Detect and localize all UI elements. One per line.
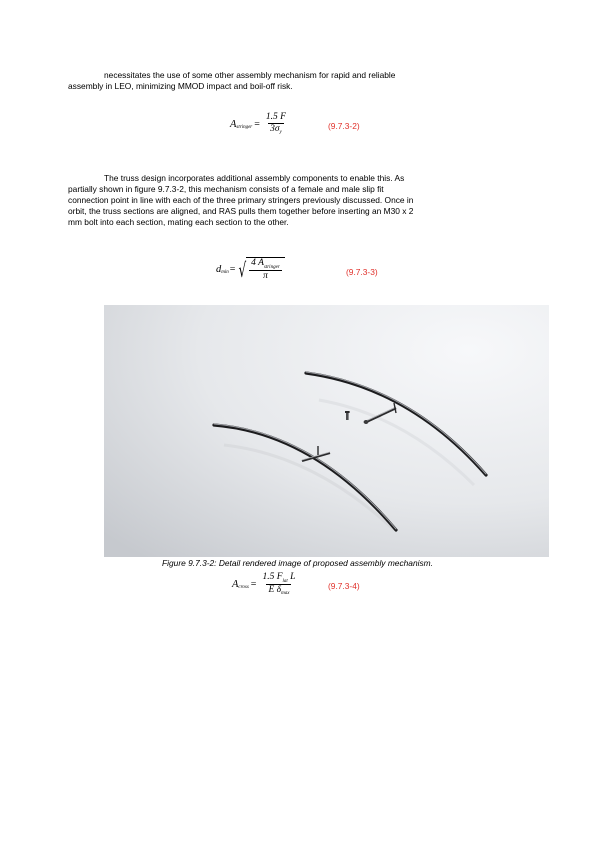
eq4-den-sub: max bbox=[281, 591, 290, 596]
eq3-equals: = bbox=[229, 264, 236, 275]
eq2-lhs-sub: stringer bbox=[236, 124, 253, 130]
paragraph-truss-line3: connection point in line with each of the three primary stringers previously discussed. Once in bbox=[68, 195, 414, 205]
eq2-numerator: 1.5 F bbox=[265, 112, 286, 122]
eq4-equals: = bbox=[250, 579, 257, 590]
eq3-sqrt bbox=[236, 257, 284, 282]
assembly-render-image bbox=[104, 305, 549, 557]
equation-number-2: (9.7.3-2) bbox=[328, 121, 360, 131]
eq4-fraction bbox=[260, 572, 297, 597]
eq2-denominator: 3σ bbox=[270, 124, 280, 134]
figure-caption: Figure 9.7.3-2: Detail rendered image of proposed assembly mechanism. bbox=[162, 558, 433, 568]
equation-min-diameter bbox=[216, 257, 285, 282]
paragraph-truss-line4: orbit, the truss sections are aligned, and RAS pulls them together before inserting an M30 x 2 bbox=[68, 206, 414, 216]
eq4-denominator: E δ bbox=[268, 585, 282, 595]
sqrt-sign-icon: √ bbox=[238, 257, 247, 282]
eq3-lhs-sub: min bbox=[221, 270, 229, 275]
paragraph-intro-line1: necessitates the use of some other assembly mechanism for rapid and reliable bbox=[104, 70, 396, 80]
eq3-lhs: d bbox=[216, 264, 222, 275]
eq4-num-sub: lat bbox=[282, 579, 288, 584]
eq4-lhs: A bbox=[232, 579, 239, 590]
paragraph-truss-line1: The truss design incorporates additional assembly components to enable this. As bbox=[104, 173, 405, 183]
eq2-den-sub: y bbox=[279, 130, 282, 135]
eq3-num-sub: stringer bbox=[263, 265, 280, 270]
eq2-fraction bbox=[264, 112, 288, 136]
paragraph-truss-line5: mm bolt into each section, mating each section to the other. bbox=[68, 217, 289, 227]
figure-assembly-render bbox=[104, 305, 549, 557]
equation-number-3: (9.7.3-3) bbox=[346, 267, 378, 277]
eq4-numerator-tail: L bbox=[290, 572, 296, 582]
equation-stringer-area bbox=[230, 112, 288, 136]
eq3-numerator: 4 A bbox=[251, 258, 264, 268]
paragraph-intro-line2: assembly in LEO, minimizing MMOD impact and boil-off risk. bbox=[68, 81, 293, 91]
eq4-numerator: 1.5 F bbox=[262, 572, 283, 582]
eq4-lhs-sub: cross bbox=[238, 585, 249, 590]
paragraph-truss-line2: partially shown in figure 9.7.3-2, this mechanism consists of a female and male slip fit bbox=[68, 184, 384, 194]
eq2-lhs: A bbox=[230, 118, 237, 130]
eq3-denominator: π bbox=[263, 271, 268, 281]
eq2-equals: = bbox=[254, 118, 260, 130]
equation-cross-area bbox=[232, 572, 297, 597]
equation-number-4: (9.7.3-4) bbox=[328, 581, 360, 591]
